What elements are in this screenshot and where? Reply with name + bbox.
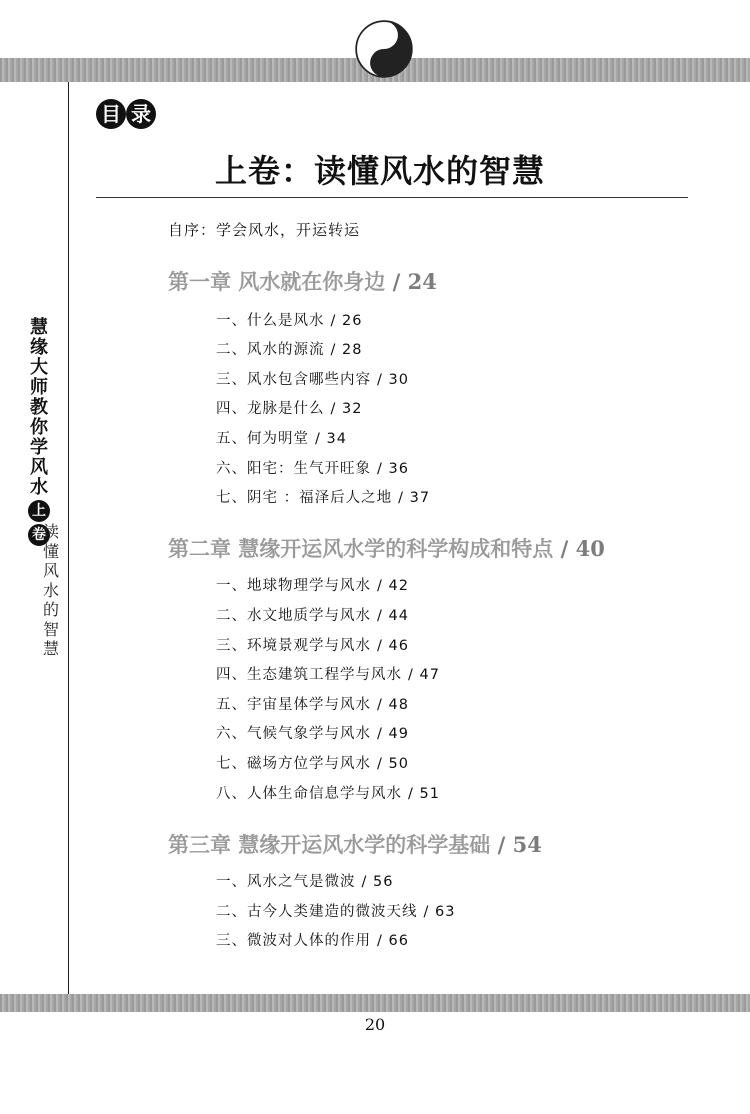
toc-item-label: 四、龙脉是什么 [216,401,325,417]
toc-item-page: / 32 [330,401,363,417]
toc-item-label: 二、古今人类建造的微波天线 [216,904,418,920]
toc-item [216,870,393,891]
toc-item-page: / 50 [377,756,409,772]
side-title-char: 慧 [30,317,48,338]
side-subtitle [40,522,62,659]
toc-item-label: 五、宇宙星体学与风水 [216,697,371,713]
chapter-title: 第三章 慧缘开运风水学的科学基础 [168,832,491,857]
toc-item-page: / 28 [330,342,363,358]
toc-item [216,752,409,773]
title-divider [96,197,688,198]
side-book-title [27,318,51,548]
side-title-char: 风 [30,457,48,478]
toc-item-page: / 63 [423,904,456,920]
side-subtitle-char: 的 [42,600,59,619]
toc-item [216,604,409,625]
toc-item [216,574,409,595]
volume-badge: 上 [28,500,50,522]
chapter-page: / 54 [497,832,542,857]
toc-item-label: 三、微波对人体的作用 [216,933,371,949]
toc-item-page: / 48 [377,697,409,713]
toc-item [216,427,347,448]
toc-item [216,368,409,389]
toc-item-page: / 30 [377,372,409,388]
toc-item-page: / 46 [377,638,409,654]
toc-item-label: 四、生态建筑工程学与风水 [216,667,402,683]
chapter-title: 第二章 慧缘开运风水学的科学构成和特点 [168,536,554,561]
toc-item-label: 六、阳宅：生气开旺象 [216,461,371,477]
side-title-char: 缘 [30,337,48,358]
toc-item [216,900,455,921]
toc-item-page: / 51 [408,786,440,802]
side-title-char: 师 [30,377,48,398]
toc-item-label: 七、磁场方位学与风水 [216,756,371,772]
side-subtitle-char: 水 [42,580,59,600]
toc-item [216,309,362,330]
chapter-heading [168,829,542,859]
page-title: 上卷：读懂风水的智慧 [214,152,545,190]
toc-item [216,457,409,478]
contents-char: 目 [96,99,126,129]
toc-item [216,663,440,684]
toc-item-label: 二、风水的源流 [216,342,325,358]
preface-entry: 自序：学会风水，开运转运 [168,221,361,239]
taiji-icon [355,20,413,78]
toc-item-label: 五、何为明堂 [216,431,309,447]
bottom-decorative-band [0,994,750,1012]
chapter-heading [168,533,605,563]
margin-rule [68,82,69,994]
toc-item [216,397,362,418]
side-title-char: 教 [30,397,48,418]
side-title-char: 学 [30,437,48,458]
side-subtitle-char: 读 [42,522,59,541]
toc-item-label: 七、阴宅 ：福泽后人之地 [216,490,393,506]
chapter-page: / 40 [560,536,605,561]
toc-item [216,929,409,950]
side-title-char: 大 [30,357,48,378]
toc-item [216,782,440,803]
volume-badge: 卷 [28,524,50,546]
toc-item-label: 一、地球物理学与风水 [216,578,371,594]
toc-item [216,338,362,359]
toc-item-page: / 44 [377,608,409,624]
side-title-char: 水 [30,477,48,498]
chapter-title: 第一章 风水就在你身边 [168,269,386,294]
toc-item-page: / 49 [377,726,409,742]
toc-item-page: / 36 [377,461,409,477]
toc-item-page: / 56 [361,874,394,890]
toc-item-page: / 37 [398,490,431,506]
contents-heading [96,99,156,131]
toc-item-page: / 34 [315,431,347,447]
side-subtitle-char: 智 [42,619,59,639]
toc-item-label: 一、什么是风水 [216,313,325,329]
toc-item-label: 三、环境景观学与风水 [216,638,371,654]
side-title-char: 你 [30,417,48,438]
side-subtitle-char: 风 [42,561,59,580]
toc-item-label: 八、人体生命信息学与风水 [216,786,402,802]
toc-item [216,634,409,655]
contents-char: 录 [126,99,156,129]
toc-item-page: / 26 [330,313,363,329]
toc-item-label: 二、水文地质学与风水 [216,608,371,624]
toc-item-page: / 42 [377,578,409,594]
toc-item [216,693,409,714]
side-subtitle-char: 慧 [42,639,59,658]
toc-item-label: 三、风水包含哪些内容 [216,372,371,388]
page-number: 20 [364,1015,386,1034]
toc-item-page: / 66 [377,933,409,949]
toc-item [216,486,430,507]
toc-item-label: 六、气候气象学与风水 [216,726,371,742]
toc-item-page: / 47 [408,667,440,683]
toc-item-label: 一、风水之气是微波 [216,874,356,890]
side-subtitle-char: 懂 [42,541,59,561]
chapter-heading [168,266,437,296]
chapter-page: / 24 [392,269,437,294]
toc-item [216,722,409,743]
